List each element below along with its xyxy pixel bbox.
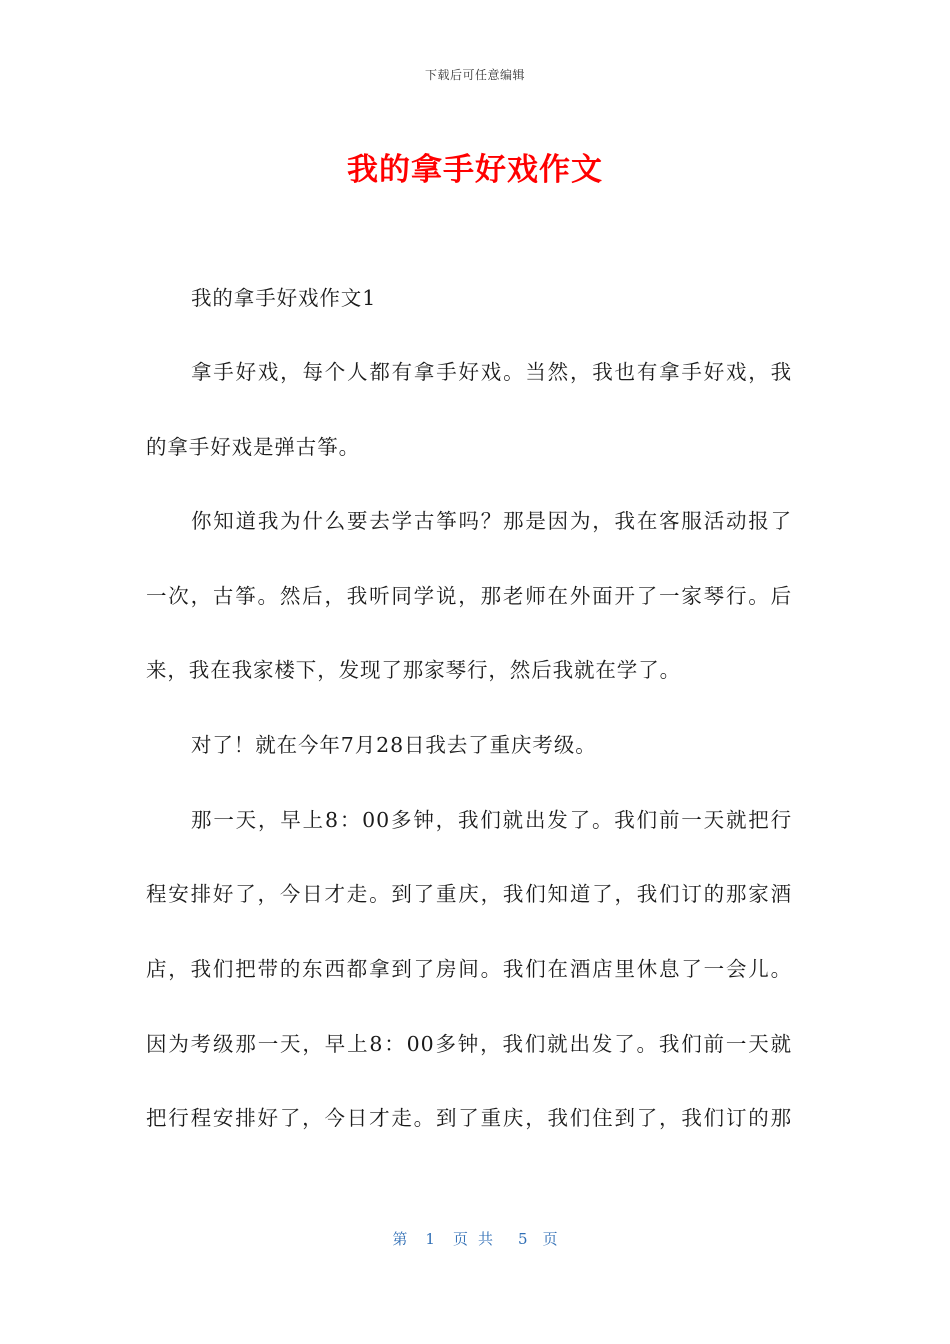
body-line: 程安排好了，今日才走。到了重庆，我们知道了，我们订的那家酒 <box>146 882 792 906</box>
body-line: 来，我在我家楼下，发现了那家琴行，然后我就在学了。 <box>146 658 681 682</box>
footer-total-pages: 5 <box>518 1230 528 1248</box>
footer-suffix: 页 <box>542 1230 558 1248</box>
body-line: 店，我们把带的东西都拿到了房间。我们在酒店里休息了一会儿。 <box>146 957 792 981</box>
header-note: 下载后可任意编辑 <box>424 68 525 82</box>
document-title: 我的拿手好戏作文 <box>347 152 603 188</box>
body-line: 拿手好戏，每个人都有拿手好戏。当然，我也有拿手好戏，我 <box>191 360 792 384</box>
body-line: 那一天，早上8：00多钟，我们就出发了。我们前一天就把行 <box>191 808 792 832</box>
body-line: 把行程安排好了，今日才走。到了重庆，我们住到了，我们订的那 <box>146 1106 792 1130</box>
body-line: 对了！就在今年7月28日我去了重庆考级。 <box>191 733 597 757</box>
footer-middle: 页共 <box>452 1230 503 1248</box>
body-line: 你知道我为什么要去学古筝吗？那是因为，我在客服活动报了 <box>191 509 792 533</box>
page-footer <box>0 1228 950 1249</box>
footer-page-number: 1 <box>425 1230 435 1248</box>
paragraph-heading: 我的拿手好戏作文1 <box>191 286 377 310</box>
body-line: 因为考级那一天，早上8：00多钟，我们就出发了。我们前一天就 <box>146 1032 792 1056</box>
footer-prefix: 第 <box>392 1230 408 1248</box>
body-line: 的拿手好戏是弹古筝。 <box>146 435 360 459</box>
body-line: 一次，古筝。然后，我听同学说，那老师在外面开了一家琴行。后 <box>146 584 792 608</box>
